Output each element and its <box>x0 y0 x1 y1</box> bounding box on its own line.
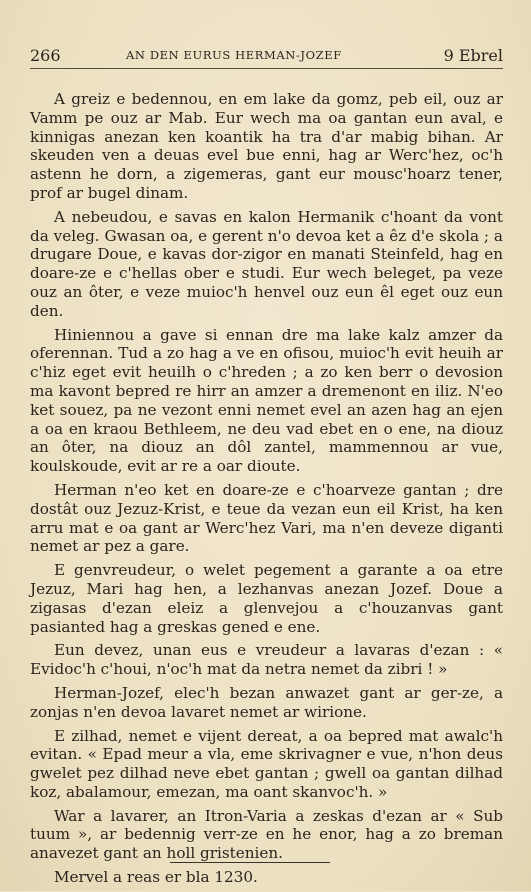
paragraph: Hiniennou a gave si ennan dre ma lake kalz amzer da oferennan. Tud a zo hag a ve en ofisou, muioc'h evit heuih ar c'hiz eget evit heuilh o c'hreden ; a zo ken berr o devosion ma kavont bepred re hirr an amzer a dremenont en iliz. N'eo ket souez, pa ne vezont enni nemet evel an azen hag an ejen a oa en kraou Bethleem, ne deu vad ebet en o ene, na diouz an ôter, na diouz an dôl zantel, mammennou ar vue, koulskoude, evit ar re a oar dioute. <box>30 325 503 476</box>
page-number: 266 <box>30 46 61 65</box>
paragraph: Eun devez, unan eus e vreudeur a lavaras d'ezan : « Evidoc'h c'houi, n'oc'h mat da netra nemet da zibri ! » <box>30 641 503 679</box>
paragraph: Herman n'eo ket en doare-ze e c'hoarveze gantan ; dre dostât ouz Jezuz-Krist, e teue da vezan eun eil Krist, ha ken arru mat e oa gant ar Werc'hez Vari, ma n'en deveze diganti nemet ar pez a gare. <box>30 480 503 556</box>
paragraph: Mervel a reas er bla 1230. <box>54 868 258 887</box>
paragraph: E genvreudeur, o welet pegement a garante a oa etre Jezuz, Mari hag hen, a lezhanvas anezan Jozef. Doue a zigasas d'ezan eleiz a glenvejou a c'houzanvas gant pasianted hag a greskas gened e ene. <box>30 561 503 636</box>
paragraph: War a lavarer, an Itron-Varia a zeskas d'ezan ar « Sub tuum », ar bedennig verr-ze en he enor, hag a zo breman anavezet gant an holl gristenien. <box>30 806 503 863</box>
feast-date: 9 Ebrel <box>443 46 503 65</box>
paragraph: E zilhad, nemet e vijent dereat, a oa bepred mat awalc'h evitan. « Epad meur a vla, eme skrivagner e vue, n'hon deus gwelet pez dilhad neve ebet gantan ; gwell oa gantan dilhad koz, abalamour, emezan, ma oant skanvoc'h. » <box>30 726 503 801</box>
paragraph: A greiz e bedennou, en em lake da gomz, peb eil, ouz ar Vamm pe ouz ar Mab. Eur wech ma oa gantan eun aval, e kinnigas anezan ken koantik ha tra d'ar mabig bihan. Ar skeuden ven a deuas evel bue enni, hag ar Werc'hez, oc'h astenn he dorn, a zigemeras, gant eur mousc'hoarz tener, prof ar bugel dinam. <box>30 90 503 202</box>
body-text <box>30 90 503 892</box>
footer-rule <box>170 862 330 863</box>
paragraph: A nebeudou, e savas en kalon Hermanik c'hoant da vont da veleg. Gwasan oa, e gerent n'o devoa ket a êz d'e skola ; a drugare Doue, e kavas dor-zigor en manati Steinfeld, hag en doare-ze e c'hellas ober e studi. Eur wech beleget, pa veze ouz an ôter, e veze muioc'h henvel ouz eun êl eget ouz eun den. <box>30 207 503 320</box>
page-header <box>30 46 503 68</box>
header-rule <box>30 68 503 69</box>
paragraph: Herman-Jozef, elec'h bezan anwazet gant ar ger-ze, a zonjas n'en devoa lavaret nemet ar wirione. <box>30 683 503 721</box>
running-title: AN DEN EURUS HERMAN-JOZEF <box>126 48 342 62</box>
